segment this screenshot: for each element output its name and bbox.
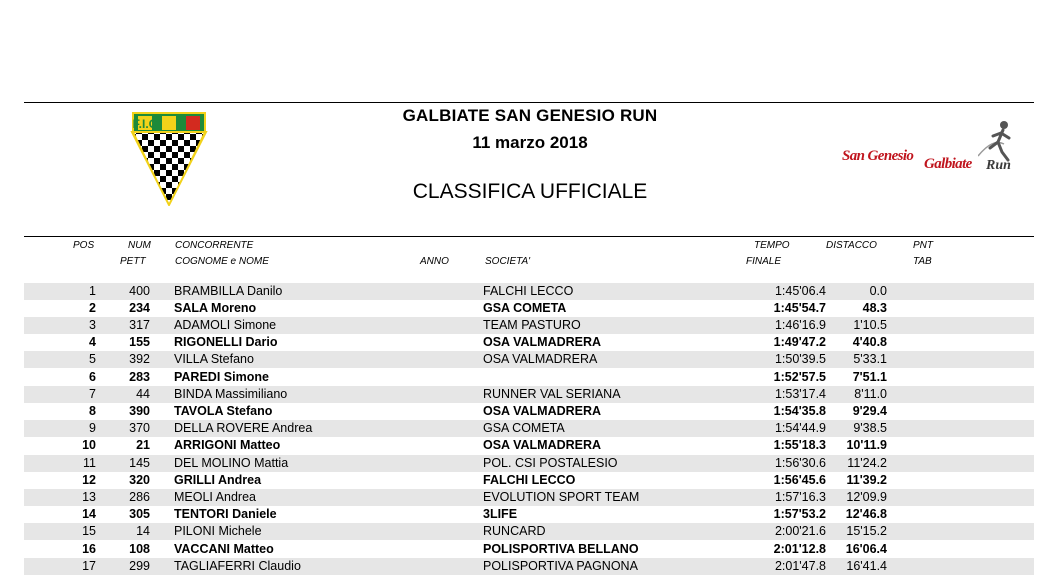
cell-name: DELLA ROVERE Andrea — [174, 421, 313, 436]
cell-pos: 10 — [82, 438, 96, 453]
logo-san-genesio: San Genesio — [842, 148, 914, 164]
table-row — [24, 558, 1034, 575]
cell-gap: 12'09.9 — [846, 489, 887, 504]
cell-club: RUNCARD — [483, 524, 546, 539]
cell-name: PAREDI Simone — [174, 369, 269, 384]
san-genesio-run-logo — [838, 120, 1030, 182]
cell-time: 2:01'47.8 — [774, 558, 826, 573]
cell-pos: 15 — [82, 524, 96, 539]
cell-pos: 7 — [89, 386, 96, 401]
table-row — [24, 455, 1034, 472]
cell-time: 1:45'06.4 — [774, 283, 826, 298]
table-row — [24, 523, 1034, 540]
cell-bib: 108 — [129, 541, 150, 556]
logo-run: Run — [986, 158, 1011, 173]
cell-bib: 390 — [129, 403, 150, 418]
cell-time: 1:54'44.9 — [774, 421, 826, 436]
cell-club: FALCHI LECCO — [483, 283, 574, 298]
header-societa: SOCIETA' — [485, 256, 531, 267]
header-distacco: DISTACCO — [826, 240, 877, 251]
header-rule — [24, 236, 1034, 237]
header-tab: TAB — [913, 256, 932, 267]
cell-bib: 283 — [129, 369, 150, 384]
cell-gap: 9'38.5 — [853, 421, 887, 436]
cell-name: RIGONELLI Dario — [174, 335, 278, 350]
cell-name: BINDA Massimiliano — [174, 386, 288, 401]
cell-gap: 16'41.4 — [846, 558, 887, 573]
cell-bib: 299 — [129, 558, 150, 573]
table-row — [24, 300, 1034, 317]
cell-club: POLISPORTIVA PAGNONA — [483, 558, 638, 573]
table-row — [24, 369, 1034, 386]
cell-club: 3LIFE — [483, 507, 518, 522]
cell-name: TAVOLA Stefano — [174, 403, 273, 418]
cell-time: 1:54'35.8 — [773, 403, 826, 418]
table-row — [24, 317, 1034, 334]
fic-letter-f: F.I.C — [132, 117, 158, 131]
cell-name: VACCANI Matteo — [174, 541, 274, 556]
cell-time: 1:46'16.9 — [774, 317, 826, 332]
header-pos: POS — [73, 240, 95, 251]
cell-pos: 13 — [82, 489, 96, 504]
header-finale: FINALE — [746, 256, 782, 267]
cell-gap: 15'15.2 — [846, 524, 887, 539]
event-date: 11 marzo 2018 — [472, 133, 588, 152]
cell-name: TENTORI Daniele — [174, 507, 277, 522]
cell-pos: 14 — [82, 507, 96, 522]
cell-name: MEOLI Andrea — [174, 489, 256, 504]
cell-time: 1:52'57.5 — [773, 369, 826, 384]
header-cognome-nome: COGNOME e NOME — [175, 256, 269, 267]
cell-pos: 12 — [82, 472, 96, 487]
cell-gap: 8'11.0 — [854, 386, 887, 401]
cell-gap: 4'40.8 — [852, 335, 887, 350]
cell-club: GSA COMETA — [483, 300, 567, 315]
cell-time: 1:45'54.7 — [773, 300, 826, 315]
header-concorrente: CONCORRENTE — [175, 240, 254, 251]
cell-club: POL. CSI POSTALESIO — [483, 455, 618, 470]
table-row — [24, 420, 1034, 437]
table-row — [24, 541, 1034, 558]
cell-name: ADAMOLI Simone — [174, 317, 277, 332]
cell-pos: 3 — [89, 317, 96, 332]
cell-pos: 6 — [89, 369, 96, 384]
cell-time: 2:00'21.6 — [774, 524, 826, 539]
cell-club: OSA VALMADRERA — [483, 335, 602, 350]
header-tempo: TEMPO — [754, 240, 790, 251]
cell-bib: 286 — [129, 489, 150, 504]
cell-bib: 145 — [129, 455, 150, 470]
cell-club: TEAM PASTURO — [483, 317, 581, 332]
cell-gap: 9'29.4 — [852, 403, 887, 418]
cell-time: 1:56'45.6 — [773, 472, 826, 487]
cell-time: 1:49'47.2 — [773, 335, 826, 350]
cell-bib: 14 — [136, 524, 150, 539]
cell-bib: 392 — [129, 352, 150, 367]
header-anno: ANNO — [420, 256, 449, 267]
table-row — [24, 351, 1034, 368]
cell-bib: 44 — [136, 386, 150, 401]
header-pett: PETT — [120, 256, 146, 267]
table-row — [24, 283, 1034, 300]
cell-time: 1:53'17.4 — [774, 386, 826, 401]
logo-galbiate: Galbiate — [924, 156, 972, 172]
cell-bib: 21 — [136, 438, 150, 453]
cell-name: DEL MOLINO Mattia — [174, 455, 289, 470]
cell-pos: 16 — [82, 541, 96, 556]
cell-bib: 305 — [129, 507, 150, 522]
table-row — [24, 506, 1034, 523]
cell-gap: 11'39.2 — [846, 472, 887, 487]
cell-time: 1:55'18.3 — [773, 438, 826, 453]
cell-pos: 9 — [89, 421, 96, 436]
cell-time: 2:01'12.8 — [773, 541, 826, 556]
cell-pos: 5 — [89, 352, 96, 367]
cell-name: GRILLI Andrea — [174, 472, 262, 487]
cell-gap: 12'46.8 — [845, 507, 887, 522]
cell-club: OSA VALMADRERA — [483, 403, 602, 418]
cell-bib: 317 — [129, 317, 150, 332]
table-row — [24, 334, 1034, 351]
cell-name: VILLA Stefano — [174, 352, 254, 367]
cell-gap: 1'10.5 — [853, 317, 887, 332]
fic-logo — [130, 110, 208, 206]
cell-pos: 1 — [89, 283, 96, 298]
cell-name: PILONI Michele — [174, 524, 262, 539]
cell-club: FALCHI LECCO — [483, 472, 576, 487]
cell-club: RUNNER VAL SERIANA — [483, 386, 621, 401]
cell-pos: 2 — [89, 300, 96, 315]
cell-time: 1:56'30.6 — [774, 455, 826, 470]
cell-time: 1:57'53.2 — [773, 507, 826, 522]
top-rule — [24, 102, 1034, 103]
cell-club: GSA COMETA — [483, 421, 565, 436]
cell-bib: 155 — [129, 335, 150, 350]
classification-title: CLASSIFICA UFFICIALE — [412, 180, 648, 203]
cell-gap: 48.3 — [862, 300, 887, 315]
cell-gap: 0.0 — [869, 283, 887, 298]
header-pnt: PNT — [913, 240, 933, 251]
cell-bib: 320 — [129, 472, 150, 487]
cell-gap: 7'51.1 — [852, 369, 887, 384]
cell-time: 1:50'39.5 — [774, 352, 826, 367]
cell-gap: 10'11.9 — [846, 438, 887, 453]
cell-club: OSA VALMADRERA — [483, 352, 598, 367]
cell-gap: 5'33.1 — [853, 352, 887, 367]
cell-pos: 11 — [83, 455, 96, 470]
cell-bib: 400 — [129, 283, 150, 298]
cell-name: TAGLIAFERRI Claudio — [174, 558, 301, 573]
cell-pos: 17 — [82, 558, 96, 573]
table-row — [24, 489, 1034, 506]
cell-name: BRAMBILLA Danilo — [174, 283, 283, 298]
cell-bib: 370 — [129, 421, 150, 436]
cell-time: 1:57'16.3 — [774, 489, 826, 504]
cell-name: SALA Moreno — [174, 300, 257, 315]
cell-club: OSA VALMADRERA — [483, 438, 602, 453]
cell-bib: 234 — [129, 300, 150, 315]
cell-gap: 16'06.4 — [845, 541, 887, 556]
cell-pos: 4 — [89, 335, 96, 350]
header-num: NUM — [128, 240, 151, 251]
cell-club: POLISPORTIVA BELLANO — [483, 541, 639, 556]
table-row — [24, 437, 1034, 454]
cell-pos: 8 — [89, 403, 96, 418]
table-row — [24, 403, 1034, 420]
cell-club: EVOLUTION SPORT TEAM — [483, 489, 640, 504]
table-row — [24, 386, 1034, 403]
event-title: GALBIATE SAN GENESIO RUN — [402, 106, 658, 125]
cell-gap: 11'24.2 — [847, 455, 887, 470]
table-row — [24, 472, 1034, 489]
cell-name: ARRIGONI Matteo — [174, 438, 281, 453]
